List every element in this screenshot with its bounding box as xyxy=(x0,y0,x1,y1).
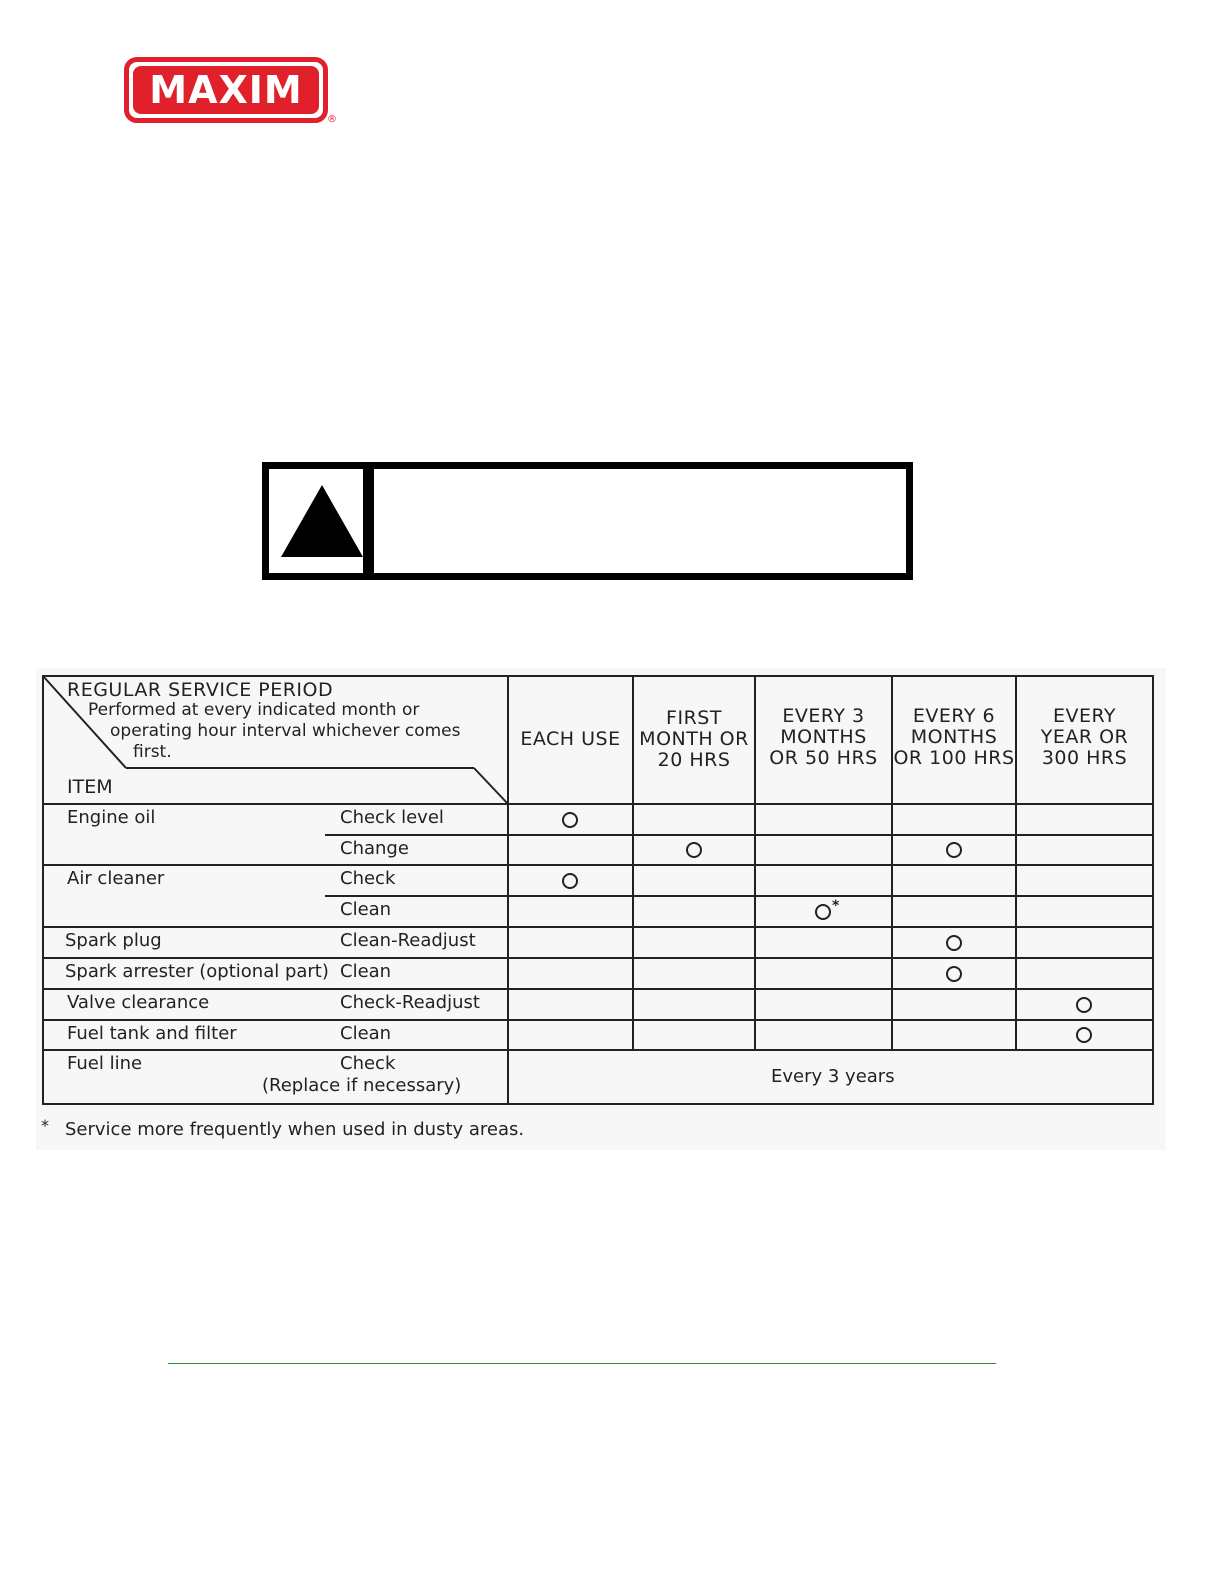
service-schedule-table xyxy=(36,668,1166,1150)
col-header-line: EVERY 3 xyxy=(782,705,865,727)
row-action: Check xyxy=(340,868,396,889)
col-header-line: 300 HRS xyxy=(1041,747,1128,769)
circle-mark-icon xyxy=(562,812,578,828)
row-item: Valve clearance xyxy=(67,992,210,1013)
asterisk-mark: * xyxy=(832,897,840,914)
circle-mark-icon xyxy=(1076,997,1092,1013)
row-action: Check-Readjust xyxy=(340,992,480,1013)
col-header-line: EVERY 6 xyxy=(912,705,996,727)
col-header-every-year xyxy=(1016,706,1153,769)
row-action-note: (Replace if necessary) xyxy=(262,1075,462,1096)
registered-mark: ® xyxy=(327,114,337,125)
footnote-symbol: * xyxy=(41,1116,49,1135)
col-header-every-3-months xyxy=(755,706,892,769)
footer-rule xyxy=(168,1363,996,1364)
row-item: Spark plug xyxy=(65,930,162,951)
header-item-label: ITEM xyxy=(67,776,113,798)
row-action: Check level xyxy=(340,807,444,828)
col-header-every-6-months xyxy=(892,706,1016,769)
warning-triangle-icon xyxy=(279,479,365,569)
header-note-line1: Performed at every indicated month or xyxy=(88,700,420,720)
circle-mark-icon xyxy=(946,935,962,951)
row-item: Engine oil xyxy=(67,807,156,828)
col-header-line: MONTHS xyxy=(780,726,867,748)
col-header-line: YEAR OR xyxy=(1040,726,1129,748)
col-header-line: EVERY xyxy=(1052,705,1117,727)
warning-icon-box xyxy=(262,462,370,580)
header-title: REGULAR SERVICE PERIOD xyxy=(67,679,334,701)
row-item: Fuel tank and filter xyxy=(67,1023,237,1044)
col-header-line: OR 50 HRS xyxy=(769,747,878,769)
row-item: Spark arrester (optional part) xyxy=(65,961,329,982)
circle-mark-icon xyxy=(815,904,831,920)
col-header-line: 20 HRS xyxy=(657,749,731,771)
circle-mark-icon xyxy=(946,842,962,858)
row-action: Clean xyxy=(340,899,392,920)
logo-badge xyxy=(133,66,319,114)
row-action: Clean-Readjust xyxy=(340,930,476,951)
row-action: Check xyxy=(340,1053,396,1074)
row-item: Fuel line xyxy=(67,1053,143,1074)
col-header-line: OR 100 HRS xyxy=(893,747,1015,769)
maxim-logo xyxy=(124,57,328,123)
col-header-line: FIRST xyxy=(666,707,722,729)
col-header-each-use xyxy=(508,729,633,750)
row-action: Clean xyxy=(340,1023,392,1044)
warning-message-box xyxy=(366,462,913,580)
col-header-line: MONTHS xyxy=(910,726,998,748)
col-header-line: EACH USE xyxy=(520,728,621,750)
circle-mark-icon xyxy=(946,966,962,982)
row-action: Change xyxy=(340,838,409,859)
row-action: Clean xyxy=(340,961,392,982)
header-note-line2: operating hour interval whichever comes xyxy=(110,721,461,741)
header-note-line3: first. xyxy=(133,742,172,762)
row-span-text: Every 3 years xyxy=(771,1066,895,1087)
col-header-line: MONTH OR xyxy=(639,728,749,750)
circle-mark-icon xyxy=(686,842,702,858)
circle-mark-icon xyxy=(562,873,578,889)
footnote-text: Service more frequently when used in dusty areas. xyxy=(65,1119,525,1140)
col-header-first-month xyxy=(633,708,755,771)
logo-text: MAXIM xyxy=(149,68,303,112)
circle-mark-icon xyxy=(1076,1027,1092,1043)
row-item: Air cleaner xyxy=(67,868,165,889)
